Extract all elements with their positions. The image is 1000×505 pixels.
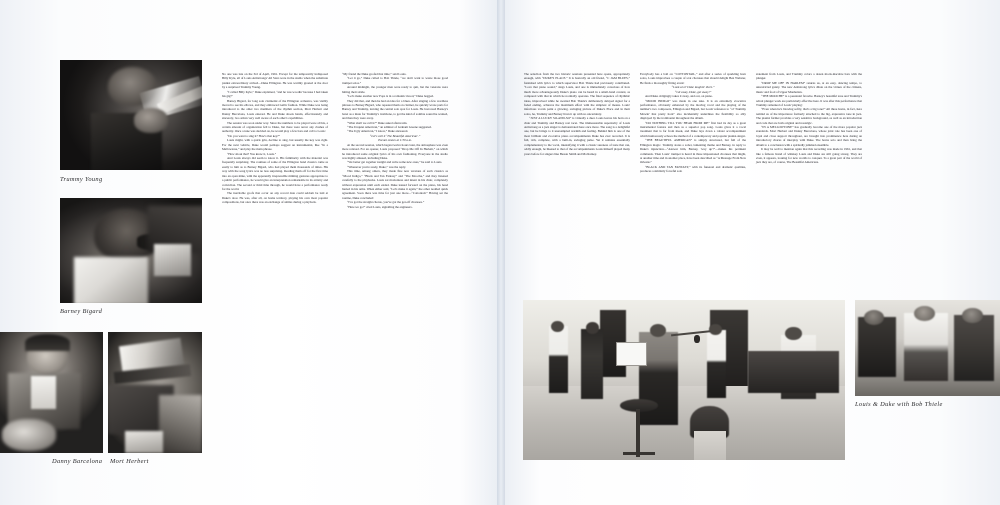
photo-studio-session [523, 300, 845, 460]
right-column-2 [640, 72, 746, 174]
paragraph: statement from Louis, and Trummy colors a dozen mock-macabre bars with the plunger. [756, 72, 862, 81]
photo-trummy-young [60, 60, 202, 170]
paragraph: “My friend the Duke goofed that time,” said Louis. [342, 72, 407, 76]
paragraph: “Here we go!” cried Louis, signalling the engineers. [347, 204, 413, 209]
paragraph: “Even when he's blowing softly, that's a big tone!” All three horns, in fact, here remind us of the importance formerly attached to the big, expressive tone in jazz. The pianist further provides a very sensitive background, as well as an introduction and coda that are both original and nostalgic. [756, 107, 862, 125]
paragraph: “The Ugly American,” I know,” Duke answered. [347, 129, 409, 134]
paragraph: And Duke obligingly takes it away, and out, on piano. [645, 94, 713, 99]
paragraph: This time, among others, they made fine new versions of such classics as “Mood Indigo,” “Black and Tan Fantasy” and “The Mooche,” and they listened carefully to the playbacks. Louis sat motionless and intent in his chair, completely without expression until each ended. Duke leaned forward on the piano, his head buried in his arms. When either said, “Let's make it again,” the other nodded quick agreement. Soon there was time for just one more—“Cottontail.” Having set the routine, Duke concluded: [342, 169, 448, 200]
photo-louis-duke-thiele [855, 300, 1000, 396]
paragraph: “Do you want to sing it? How's that key?” [227, 133, 281, 138]
caption-trummy-young: Trummy Young [60, 176, 103, 183]
paragraph: The session was soon under way. Since the numbers to be played were all his, a certain amount of organization fell to Duke, but there were never any clashes of authority. Once a tune was decided on, he would play a few bars and call to Louis: [222, 120, 328, 134]
right-column-3 [756, 72, 862, 165]
paragraph: “THE BEAUTIFUL AMERICAN” is simply structured, but full of the Ellington magic. Trummy states a sober, lamenting theme and Barney, in reply to Duke's injunction—“Answer him, Barney, 'way up'!”—makes his pertinent comments. Then Louis' trumpet is heard in three impassioned choruses that might, at another time and in another place, have been described as “A Message From New Orleans.” [640, 138, 746, 165]
paragraph: And Louis always did seem to know it. His familiarity with the material was frequently surprising. The routines of some of the Ellington band classics came as easily to him as to Barney Bigard, who had played them thousands of times. His way with the song lyrics was no less surprising. Reading them off for the first time into an open mike, with the apparently irrepressible miming gestures appropriate to a public performance, he would give an interpretation remarkable in its artistry and conviction. The second or third time through, he would have a performance ready for the world. [222, 156, 328, 191]
paragraph: “What shall we call it?” Duke asked afterwards. [347, 120, 408, 125]
paragraph: No one was late on the 3rd of April, 1961. Except for the temporarily indisposed Billy Kyle, all of Louis Armstrongs' All Stars were in the studio when the substitute pianist extraordinary arrived—Duke Ellington. He was warmly greeted at the door by a surprised Trummy Young. [222, 72, 328, 90]
gatefold-gutter [497, 0, 505, 505]
paragraph: “I called Billy Kyle,” Duke explained, “and he was woodin' because I had taken his gig!” [222, 89, 328, 99]
caption-danny-barcelona: Danny Barcelona [52, 458, 103, 465]
paragraph: “IN A MELLOWTONE” has gradually become one of the more popular jazz standards. Mort Herbert and Danny Barcelona, whose joint role has been one of loyal and close support throughout, are brought into prominence here during an introductory chorus of interplay with Duke. The horns solo and then bring the album to a conclusion with a spiritedly jammed ensemble. [756, 125, 862, 147]
paragraph: Exeunt omnes at 1:30 a.m. [378, 138, 412, 143]
paragraph: “JUST A LUCKY SO-AND-SO” is virtually a duet. Louis leaves his horn on a chair and Trummy and Barney rest tacet. The immeasurable superiority of Louis Armstrong as a jazz singer is demonstrated here once more. The song is a delightful one, but he brings to it unexampled warmth and feeling. Behind him is one of the most brilliant and evocative piano accompaniments Duke has ever recorded. It is full, rich, complete, with a built-in, swinging pulse. Yet it remains essentially complementary to the vocal, intensifying it with a classic sureness of taste that can, oddly enough, be likened to that of the accompaniments Louis himself played many years before for singers like Bessie Smith and Ma Rainey. [524, 116, 630, 156]
paragraph: “Let's call it ‘The Beautiful American'.” [369, 133, 421, 138]
paragraph: It may be well to mention again that this recording was made in 1961, and that like a famous brand of whiskey Louis and Duke are still going strong. They are even, it appears, looking for new worlds to conquer. To a great part of the world of jazz they are, of course, The Beautiful Americans. [756, 147, 862, 165]
paragraph: Barney Bigard, for long sole clarinetist of the Ellington orchestra, was visibly moved to see his elbows, and they embraced Gallic fashion. While Duke was being introduced to the other two members of the rhythm section, Mort Herbert and Danny Barcelona, Louis entered. He and Duke shook hands, affectionately and sincerely, two artists very well aware of each other's capabilities. [222, 98, 328, 121]
paragraph: “Git away, Duke, get away!” [674, 89, 712, 94]
paragraph: “How about that? You know it, Louis.” [227, 151, 277, 156]
caption-louis-duke-thiele: Louis & Duke with Bob Thiele [855, 401, 943, 408]
paragraph: The selection from the two historic sessions presented here opens, appropriately enough, with “DUKE'S PLACE.” It is basically an old friend, “C JAM BLUES,” furnished with lyrics to which supervisor Bob Thiele had previously contributed. “Love that piano sound,” sings Louis, and one is immediately conscious of how much more advantageously Duke's piano can be heard in a small-band context, as compared with that in which he normally operates. The final sequence of rhythmic ideas, improvised while he awaited Bob Thiele's deliberately delayed signal for a faded ending, achieves the maximum effect with the simplest of means. Louis' infectious vocals paint a glowing, swinging picture of Duke's Place and in their solos, he, Trummy and Barney liven it up with no uncertainty. [524, 72, 630, 116]
right-column-1 [524, 72, 630, 156]
paragraph: At the second session, which began twelve hours later, the atmosphere was even more relaxed. For an opener, Louis proposed “Drop Me Off In Harlem,” on which he introduced some original lyrics of his own fashioning. Everyone in the studio was highly amused, including Duke. [342, 142, 448, 161]
paragraph: Everybody has a ball on “COTTONTAIL,” and after a series of sparkling horn solos, Louis improvises a couple of scat choruses that should delight Ben Webster, He finds a thoroughly fitting event: [640, 72, 746, 85]
paragraph: “I've got the straight chorus, you've got the get-off choruses.” [347, 200, 425, 205]
paragraph: “DROP ME OFF IN HARLEM” returns us, at an easy, dancing tempo, to unrestricted gaiety. The new Armstrong lyrics dilate on the virtues of the citizens, music and food of Upper Manhattan. [756, 80, 862, 94]
left-column-2 [342, 72, 448, 209]
paragraph: “We better get together tonight and write some new ones,” he said to Louis. [347, 160, 443, 165]
paragraph: “MOOD INDIGO” was made in one take. It is an extremely evocative performance, obviously enhanced by the moving vocal and the playing of the number's two composers, Ellington and Bigard, but Louis' reference to “ol' Trummy Mowin' that pretty horn” also incidentally underlines the flexibility so ably displayed by the trombonist throughout the album. [640, 98, 746, 121]
paragraph: “Let it go,” Duke called to Bob Thiele, “we don't want to waste those good trumpet solos.” [342, 76, 448, 85]
paragraph: They did that, and then he had an idea for a blues. After singing a few wordless phrases to Barney Bigard, who repeated them on clarinet, he quickly wrote parts for Barney and Trummy, leaving the central solo spot for Louis. He borrowed Barney's beret as a mute for Trummy's trombone, to get the kind of sombre sound he wanted, and then they were away. [342, 98, 448, 121]
paragraph: The inevitable goofs that occur on any record date could seldom be laid at Duke's door. He was, after all, on home territory, playing his own most popular compositions, but once there was an exchange of smiles during a playback. [222, 191, 328, 205]
paragraph: Louis might, with a quick grin, decline to sing, but usually the key was right. For the next vehicle, Duke would perhaps suggest an instrumental, like “In a Mellowtone,” and play the main phrase. [222, 138, 328, 152]
paragraph: “Look at ol' Duke laughin' there.” [671, 85, 715, 90]
paragraph: “BLACK AND TAN FANTASY,” with its funereal and dramatic qualities, produces a similarly forceful solo [640, 164, 746, 174]
caption-barney-bigard: Barney Bigard [60, 308, 103, 315]
caption-mort-herbert: Mort Herbert [110, 458, 149, 465]
paragraph: “THE MOOCHE” is a perennial favorite. Barney's beautiful tone and Trummy's adroit plunger work are particularly effective here. It was after this performance that Trummy remarked of Louis' playing: [756, 94, 862, 107]
paragraph: “DO NOTHING TILL YOU HEAR FROM ME” first had its day as a great instrumental feature and then as a superior pop song. Louis gives it a vocal treatment that is far from meek, and Duke lays down a robust accompaniment which humorously echoes the method of a contemporary and popular pianist-singer. [640, 120, 746, 138]
photo-barney-bigard [60, 198, 202, 303]
paragraph: Around midnight, the younger men were ready to quit, but the veterans were hitting their stride. [342, 85, 448, 94]
paragraph: “The Unquiet American,” an admirer of Graham Greene suggested. [347, 125, 432, 130]
paragraph: “Let's make another now Pops is in a romantic mood,” Duke begged. [347, 94, 434, 99]
photo-mort-herbert [108, 332, 202, 453]
left-column-1 [222, 72, 328, 205]
paragraph: “Whenever you're ready, Duke,” was the reply. [347, 164, 407, 169]
photo-danny-barcelona [0, 332, 103, 453]
